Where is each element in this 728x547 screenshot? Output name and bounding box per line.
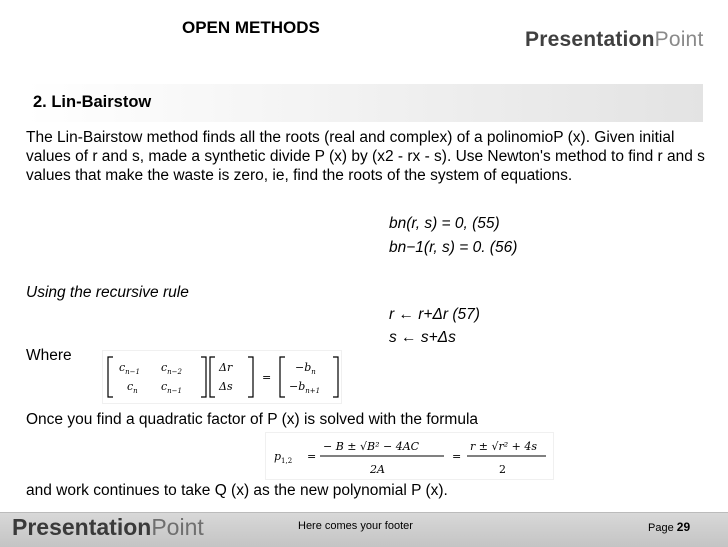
equation-55: bn(r, s) = 0, (55) (389, 215, 500, 232)
section-heading: 2. Lin-Bairstow (33, 93, 152, 111)
rhs-b1: $-b_n$ (295, 361, 316, 376)
matrix-equals: = (262, 371, 272, 384)
formula-numerator-1: − B ± √B² − 4AC (323, 440, 420, 453)
brand-logo-top-light: Point (654, 28, 704, 51)
brand-logo-top-bold: Presentation (525, 28, 655, 51)
intro-paragraph: The Lin-Bairstow method finds all the roots (real and complex) of a polinomioP (x). Given initial values of r and s, made a synthetic divide P (x) by (x2 - rx - s). Use Newton's method to find r and s values that make the waste is zero, ie, find the roots of the system of equations. (26, 129, 705, 184)
quadratic-intro: Once you find a quadratic factor of P (x) is solved with the formula (26, 411, 479, 428)
brand-logo-top (525, 28, 703, 52)
where-label: Where (26, 347, 72, 364)
matrix-a22: $c_{n-1}$ (161, 380, 182, 395)
formula-denominator-1: 2A (370, 463, 385, 476)
page-label: Page (648, 522, 674, 534)
recursive-rule-intro: Using the recursive rule (26, 284, 189, 301)
footer-text: Here comes your footer (298, 520, 413, 532)
formula-lhs: $p_{1,2}$ (274, 450, 293, 465)
matrix-a12: $c_{n-2}$ (161, 361, 182, 376)
quadratic-formula-svg (266, 433, 553, 479)
matrix-equation-svg (103, 351, 341, 403)
rule-s: s ← s+Δs (389, 329, 456, 346)
page-number (648, 520, 690, 534)
brand-logo-bottom-bold: Presentation (12, 514, 152, 540)
equation-56: bn−1(r, s) = 0. (56) (389, 239, 518, 256)
brand-logo-bottom (12, 514, 204, 541)
matrix-a21: $c_n$ (127, 380, 138, 395)
rhs-b2: $-b_{n+1}$ (289, 380, 321, 395)
matrix-a11: $c_{n-1}$ (119, 361, 140, 376)
formula-numerator-2: r ± √r² + 4s (470, 440, 537, 453)
formula-denominator-2: 2 (499, 463, 506, 476)
formula-equals-1: = (307, 450, 317, 463)
vector-delta-s: Δs (219, 380, 233, 393)
formula-equals-2: = (452, 450, 462, 463)
quadratic-formula (265, 432, 554, 480)
brand-logo-bottom-light: Point (151, 514, 204, 540)
vector-delta-r: Δr (219, 361, 233, 374)
page-number-value: 29 (676, 520, 691, 534)
closing-sentence: and work continues to take Q (x) as the new polynomial P (x). (26, 482, 448, 499)
rule-r: r ← r+Δr (57) (389, 306, 480, 323)
slide-title: OPEN METHODS (182, 18, 320, 37)
matrix-equation (102, 350, 342, 404)
